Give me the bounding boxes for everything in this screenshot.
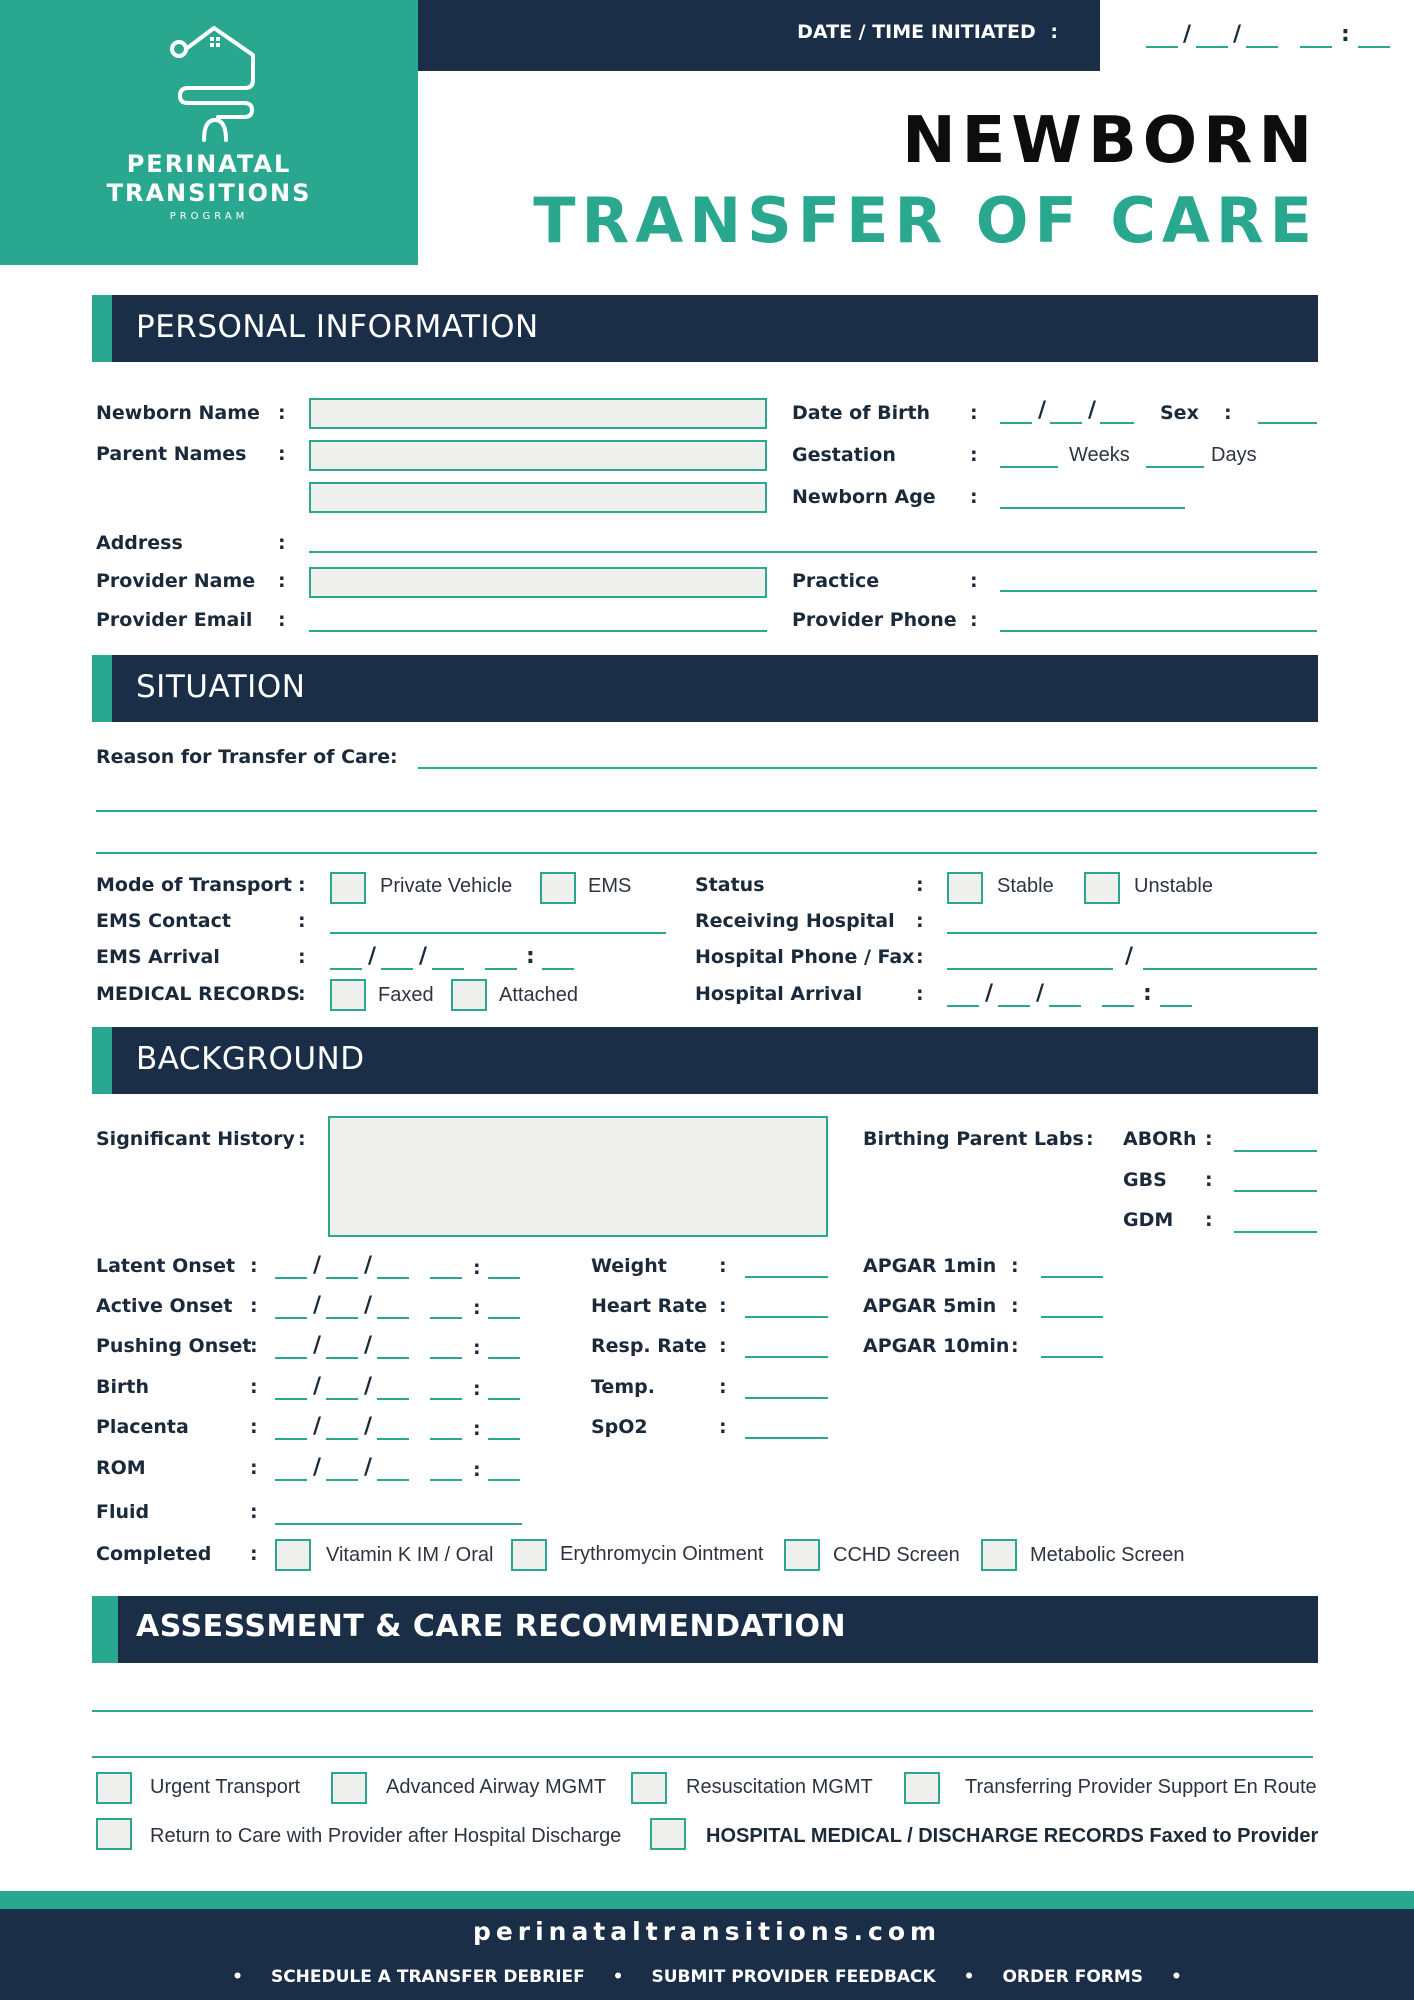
dob-month[interactable] [1000, 422, 1032, 424]
private-vehicle-label: Private Vehicle [380, 875, 513, 897]
apgar-5min-input[interactable] [1041, 1316, 1103, 1318]
fluid-label: Fluid [96, 1501, 150, 1523]
address-label: Address [96, 532, 183, 554]
apgar-5min-label: APGAR 5min [863, 1295, 997, 1317]
hospital-arrival-label: Hospital Arrival [695, 983, 863, 1005]
section-title: BACKGROUND [136, 1041, 365, 1077]
dob-day[interactable] [1050, 422, 1082, 424]
provider-phone-input[interactable] [1000, 630, 1317, 632]
ems-arrival-hour[interactable] [485, 968, 517, 970]
date-initiated-year[interactable] [1246, 46, 1278, 48]
ems-arrival-month[interactable] [330, 968, 362, 970]
faxed-checkbox[interactable] [330, 979, 366, 1011]
resuscitation-label: Resuscitation MGMT [686, 1776, 873, 1798]
apgar-10min-input[interactable] [1041, 1356, 1103, 1358]
placenta-hour[interactable] [430, 1438, 462, 1440]
transferring-support-checkbox[interactable] [904, 1772, 940, 1804]
footer-stripe [0, 1891, 1414, 1909]
return-to-care-label: Return to Care with Provider after Hospital Discharge [150, 1825, 622, 1847]
latent-onset-label: Latent Onset [96, 1255, 236, 1277]
placenta-label: Placenta [96, 1416, 189, 1438]
footer-bullet: • [963, 1967, 975, 1987]
hospital-phone-input[interactable] [947, 968, 1113, 970]
advanced-airway-label: Advanced Airway MGMT [386, 1776, 607, 1798]
reason-input-line-3[interactable] [96, 852, 1317, 854]
medical-records-label: MEDICAL RECORDS [96, 983, 300, 1005]
footer-bullet: • [1170, 1967, 1182, 1987]
placenta-month[interactable] [275, 1438, 307, 1440]
practice-label: Practice [792, 570, 880, 592]
provider-name-label: Provider Name [96, 570, 256, 592]
erythromycin-label: Erythromycin Ointment [560, 1543, 764, 1565]
provider-name-input[interactable] [309, 567, 767, 598]
ems-label: EMS [588, 875, 632, 897]
logo-line3: PROGRAM [169, 211, 249, 222]
page-title-newborn: NEWBORN [902, 104, 1318, 178]
section-title: SITUATION [136, 669, 306, 705]
significant-history-label: Significant History [96, 1128, 295, 1150]
fluid-input[interactable] [275, 1523, 522, 1525]
mode-of-transport-label: Mode of Transport [96, 874, 293, 896]
active-onset-label: Active Onset [96, 1295, 233, 1317]
time-initiated-hour[interactable] [1300, 46, 1332, 48]
spo2-label: SpO2 [591, 1416, 648, 1438]
unstable-checkbox[interactable] [1084, 872, 1120, 904]
order-forms-link[interactable]: ORDER FORMS [1002, 1967, 1144, 1987]
cchd-checkbox[interactable] [784, 1539, 820, 1571]
rom-day[interactable] [326, 1479, 358, 1481]
receiving-hospital-input[interactable] [947, 932, 1317, 934]
active-onset-hour[interactable] [430, 1317, 462, 1319]
weeks-label: Weeks [1069, 444, 1130, 466]
apgar-1min-label: APGAR 1min [863, 1255, 997, 1277]
schedule-debrief-link[interactable]: SCHEDULE A TRANSFER DEBRIEF [270, 1967, 585, 1987]
pushing-onset-day[interactable] [326, 1357, 358, 1359]
assessment-line-1[interactable] [92, 1710, 1313, 1712]
return-to-care-checkbox[interactable] [96, 1818, 132, 1850]
sex-label: Sex [1160, 402, 1199, 424]
date-initiated-month[interactable] [1146, 46, 1178, 48]
erythromycin-checkbox[interactable] [511, 1539, 547, 1571]
ems-arrival-label: EMS Arrival [96, 946, 220, 968]
section-title: ASSESSMENT & CARE RECOMMENDATION [136, 1609, 847, 1644]
urgent-transport-checkbox[interactable] [96, 1772, 132, 1804]
reason-label: Reason for Transfer of Care [96, 746, 391, 768]
footer-website-link[interactable]: perinataltransitions.com [472, 1917, 942, 1946]
weight-label: Weight [591, 1255, 667, 1277]
rom-month[interactable] [275, 1479, 307, 1481]
parent-name-input-2[interactable] [309, 482, 767, 513]
birth-year[interactable] [377, 1398, 409, 1400]
rom-minute[interactable] [488, 1479, 520, 1481]
temp-input[interactable] [745, 1397, 828, 1399]
active-onset-minute[interactable] [488, 1317, 520, 1319]
assessment-line-2[interactable] [92, 1756, 1313, 1758]
date-time-label: DATE / TIME INITIATED [797, 21, 1036, 43]
sex-input[interactable] [1258, 422, 1317, 424]
section-background [92, 1027, 1318, 1094]
pushing-onset-minute[interactable] [488, 1357, 520, 1359]
cchd-label: CCHD Screen [833, 1544, 960, 1566]
provider-phone-label: Provider Phone [792, 609, 957, 631]
footer-bullet: • [232, 1967, 244, 1987]
parent-name-input-1[interactable] [309, 440, 767, 471]
birth-month[interactable] [275, 1398, 307, 1400]
hospital-arrival-minute[interactable] [1160, 1005, 1192, 1007]
metabolic-checkbox[interactable] [981, 1539, 1017, 1571]
hospital-records-checkbox[interactable] [650, 1818, 686, 1850]
receiving-hospital-label: Receiving Hospital [695, 910, 895, 932]
advanced-airway-checkbox[interactable] [331, 1772, 367, 1804]
days-label: Days [1211, 444, 1257, 466]
gestation-label: Gestation [792, 444, 896, 466]
faxed-label: Faxed [378, 984, 434, 1006]
placenta-day[interactable] [326, 1438, 358, 1440]
newborn-age-label: Newborn Age [792, 486, 936, 508]
provider-email-label: Provider Email [96, 609, 253, 631]
footer [0, 1909, 1414, 2000]
section-situation [92, 655, 1318, 722]
resp-rate-label: Resp. Rate [591, 1335, 707, 1357]
vitamin-k-label: Vitamin K IM / Oral [326, 1544, 494, 1566]
footer-bullet: • [612, 1967, 624, 1987]
hospital-records-label: HOSPITAL MEDICAL / DISCHARGE RECORDS Faxed to Provider [706, 1825, 1319, 1847]
hospital-arrival-year[interactable] [1049, 1005, 1081, 1007]
ems-checkbox[interactable] [540, 872, 576, 904]
aborh-input[interactable] [1234, 1150, 1317, 1152]
hospital-phone-fax-label: Hospital Phone / Fax [695, 946, 915, 968]
latent-onset-day[interactable] [326, 1277, 358, 1279]
status-label: Status [695, 874, 765, 896]
birth-hour[interactable] [430, 1398, 462, 1400]
page-title-transfer: TRANSFER OF CARE [533, 184, 1318, 257]
section-title: PERSONAL INFORMATION [136, 309, 539, 345]
newborn-name-input[interactable] [309, 398, 767, 429]
weight-input[interactable] [745, 1276, 828, 1278]
pushing-onset-year[interactable] [377, 1357, 409, 1359]
gestation-days-input[interactable] [1146, 466, 1204, 468]
parent-names-label: Parent Names [96, 443, 247, 465]
temp-label: Temp. [591, 1376, 655, 1398]
hospital-fax-input[interactable] [1143, 968, 1317, 970]
gbs-label: GBS [1123, 1169, 1167, 1191]
vitamin-k-checkbox[interactable] [275, 1539, 311, 1571]
gbs-input[interactable] [1234, 1190, 1317, 1192]
active-onset-year[interactable] [377, 1317, 409, 1319]
pushing-onset-month[interactable] [275, 1357, 307, 1359]
gestation-weeks-input[interactable] [1000, 466, 1058, 468]
reason-input-line-2[interactable] [96, 810, 1317, 812]
provider-email-input[interactable] [309, 630, 767, 632]
ems-arrival-day[interactable] [381, 968, 413, 970]
section-assessment [92, 1596, 1318, 1663]
active-onset-month[interactable] [275, 1317, 307, 1319]
aborh-label: ABORh [1123, 1128, 1197, 1150]
practice-input[interactable] [1000, 590, 1317, 592]
house-stethoscope-icon [160, 22, 260, 144]
birth-label: Birth [96, 1376, 149, 1398]
resuscitation-checkbox[interactable] [631, 1772, 667, 1804]
stable-label: Stable [997, 875, 1054, 897]
latent-onset-minute[interactable] [488, 1277, 520, 1279]
completed-label: Completed [96, 1543, 212, 1565]
newborn-name-label: Newborn Name [96, 402, 260, 424]
heart-rate-label: Heart Rate [591, 1295, 708, 1317]
private-vehicle-checkbox[interactable] [330, 872, 366, 904]
gdm-input[interactable] [1234, 1231, 1317, 1233]
rom-year[interactable] [377, 1479, 409, 1481]
date-initiated-day[interactable] [1196, 46, 1228, 48]
section-personal-information [92, 295, 1318, 362]
latent-onset-month[interactable] [275, 1277, 307, 1279]
placenta-year[interactable] [377, 1438, 409, 1440]
latent-onset-year[interactable] [377, 1277, 409, 1279]
active-onset-day[interactable] [326, 1317, 358, 1319]
hospital-arrival-hour[interactable] [1102, 1005, 1134, 1007]
apgar-1min-input[interactable] [1041, 1276, 1103, 1278]
stable-checkbox[interactable] [947, 872, 983, 904]
attached-checkbox[interactable] [451, 979, 487, 1011]
ems-arrival-minute[interactable] [542, 968, 574, 970]
resp-rate-input[interactable] [745, 1356, 828, 1358]
placenta-minute[interactable] [488, 1438, 520, 1440]
address-input[interactable] [309, 551, 1317, 553]
apgar-10min-label: APGAR 10min [863, 1335, 1010, 1357]
birth-minute[interactable] [488, 1398, 520, 1400]
pushing-onset-label: Pushing Onset [96, 1335, 252, 1357]
unstable-label: Unstable [1134, 875, 1213, 897]
rom-hour[interactable] [430, 1479, 462, 1481]
transferring-support-label: Transferring Provider Support En Route [965, 1776, 1317, 1798]
metabolic-label: Metabolic Screen [1030, 1544, 1185, 1566]
date-time-bar: DATE / TIME INITIATED : [418, 0, 1100, 71]
date-of-birth-label: Date of Birth [792, 402, 931, 424]
birth-day[interactable] [326, 1398, 358, 1400]
birthing-parent-labs-label: Birthing Parent Labs [863, 1128, 1084, 1150]
dob-year[interactable] [1100, 422, 1134, 424]
latent-onset-hour[interactable] [430, 1277, 462, 1279]
heart-rate-input[interactable] [745, 1316, 828, 1318]
ems-arrival-year[interactable] [432, 968, 464, 970]
attached-label: Attached [499, 984, 578, 1006]
hospital-arrival-month[interactable] [947, 1005, 979, 1007]
newborn-age-input[interactable] [1000, 507, 1185, 509]
ems-contact-input[interactable] [330, 932, 666, 934]
logo-line1: PERINATAL [126, 150, 292, 178]
submit-feedback-link[interactable]: SUBMIT PROVIDER FEEDBACK [651, 1967, 936, 1987]
ems-contact-label: EMS Contact [96, 910, 231, 932]
spo2-input[interactable] [745, 1437, 828, 1439]
rom-label: ROM [96, 1457, 146, 1479]
hospital-arrival-day[interactable] [998, 1005, 1030, 1007]
logo-line2: TRANSITIONS [106, 179, 312, 207]
significant-history-input[interactable] [328, 1116, 828, 1237]
time-initiated-minute[interactable] [1358, 46, 1390, 48]
gdm-label: GDM [1123, 1209, 1174, 1231]
logo-block [0, 0, 418, 265]
pushing-onset-hour[interactable] [430, 1357, 462, 1359]
urgent-transport-label: Urgent Transport [150, 1776, 301, 1798]
reason-input-line-1[interactable] [418, 767, 1317, 769]
